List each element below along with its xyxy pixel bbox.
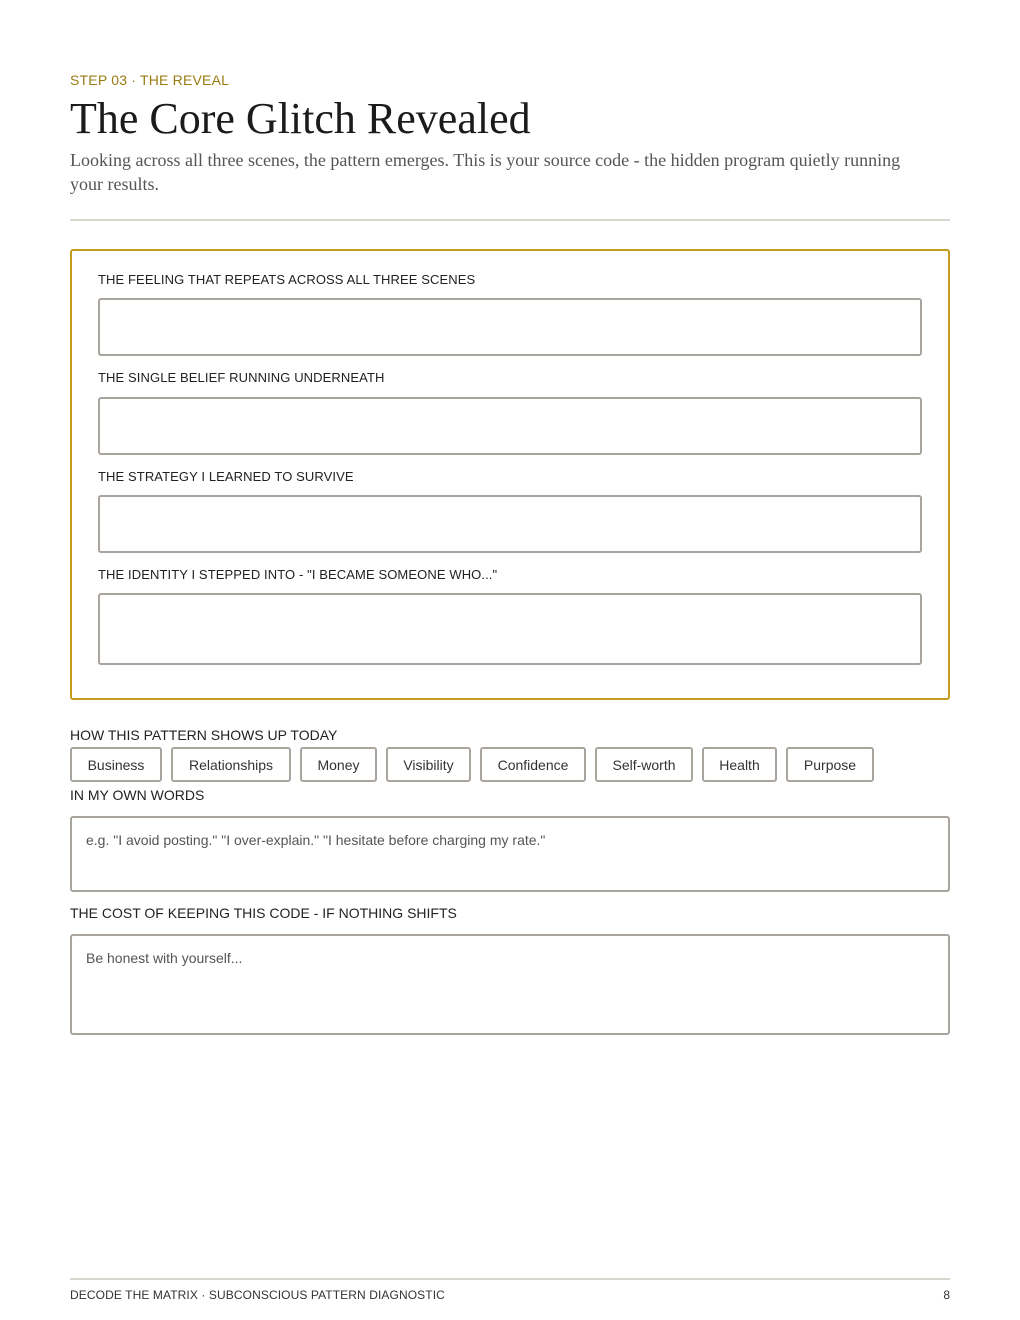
strategy-label: THE STRATEGY I LEARNED TO SURVIVE bbox=[98, 469, 354, 484]
tag-purpose[interactable]: Purpose bbox=[786, 747, 874, 782]
intro-text: Looking across all three scenes, the pattern emerges. This is your source code - the hidden program quietly running your results. bbox=[70, 150, 901, 194]
feeling-input[interactable] bbox=[98, 298, 922, 356]
footer-divider bbox=[70, 1278, 950, 1280]
identity-label: THE IDENTITY I STEPPED INTO - "I BECAME SOMEONE WHO..." bbox=[98, 567, 498, 582]
tag-confidence[interactable]: Confidence bbox=[480, 747, 586, 782]
footer-title: DECODE THE MATRIX · SUBCONSCIOUS PATTERN DIAGNOSTIC bbox=[70, 1288, 445, 1302]
cost-label: THE COST OF KEEPING THIS CODE - IF NOTHING SHIFTS bbox=[70, 905, 457, 921]
own-words-placeholder: e.g. "I avoid posting." "I over-explain." "I hesitate before charging my rate." bbox=[86, 832, 546, 848]
identity-input[interactable] bbox=[98, 593, 922, 665]
belief-input[interactable] bbox=[98, 397, 922, 455]
worksheet-page bbox=[70, 0, 950, 1320]
step-eyebrow: STEP 03 · THE REVEAL bbox=[70, 72, 230, 88]
page-number: 8 bbox=[943, 1288, 950, 1302]
feeling-label: THE FEELING THAT REPEATS ACROSS ALL THREE SCENES bbox=[98, 272, 476, 287]
header-divider bbox=[70, 219, 950, 221]
tag-health[interactable]: Health bbox=[702, 747, 777, 782]
tag-money[interactable]: Money bbox=[300, 747, 377, 782]
tag-relationships[interactable]: Relationships bbox=[171, 747, 291, 782]
page-title: The Core Glitch Revealed bbox=[70, 94, 531, 143]
own-words-textarea[interactable] bbox=[70, 816, 950, 892]
own-words-label: IN MY OWN WORDS bbox=[70, 787, 205, 803]
core-glitch-panel bbox=[70, 249, 950, 700]
cost-placeholder: Be honest with yourself... bbox=[86, 950, 243, 966]
strategy-input[interactable] bbox=[98, 495, 922, 553]
tag-business[interactable]: Business bbox=[70, 747, 162, 782]
belief-label: THE SINGLE BELIEF RUNNING UNDERNEATH bbox=[98, 370, 385, 385]
pattern-tag-list bbox=[70, 747, 874, 782]
pattern-label: HOW THIS PATTERN SHOWS UP TODAY bbox=[70, 727, 338, 743]
cost-textarea[interactable] bbox=[70, 934, 950, 1035]
tag-visibility[interactable]: Visibility bbox=[386, 747, 471, 782]
tag-self-worth[interactable]: Self-worth bbox=[595, 747, 693, 782]
